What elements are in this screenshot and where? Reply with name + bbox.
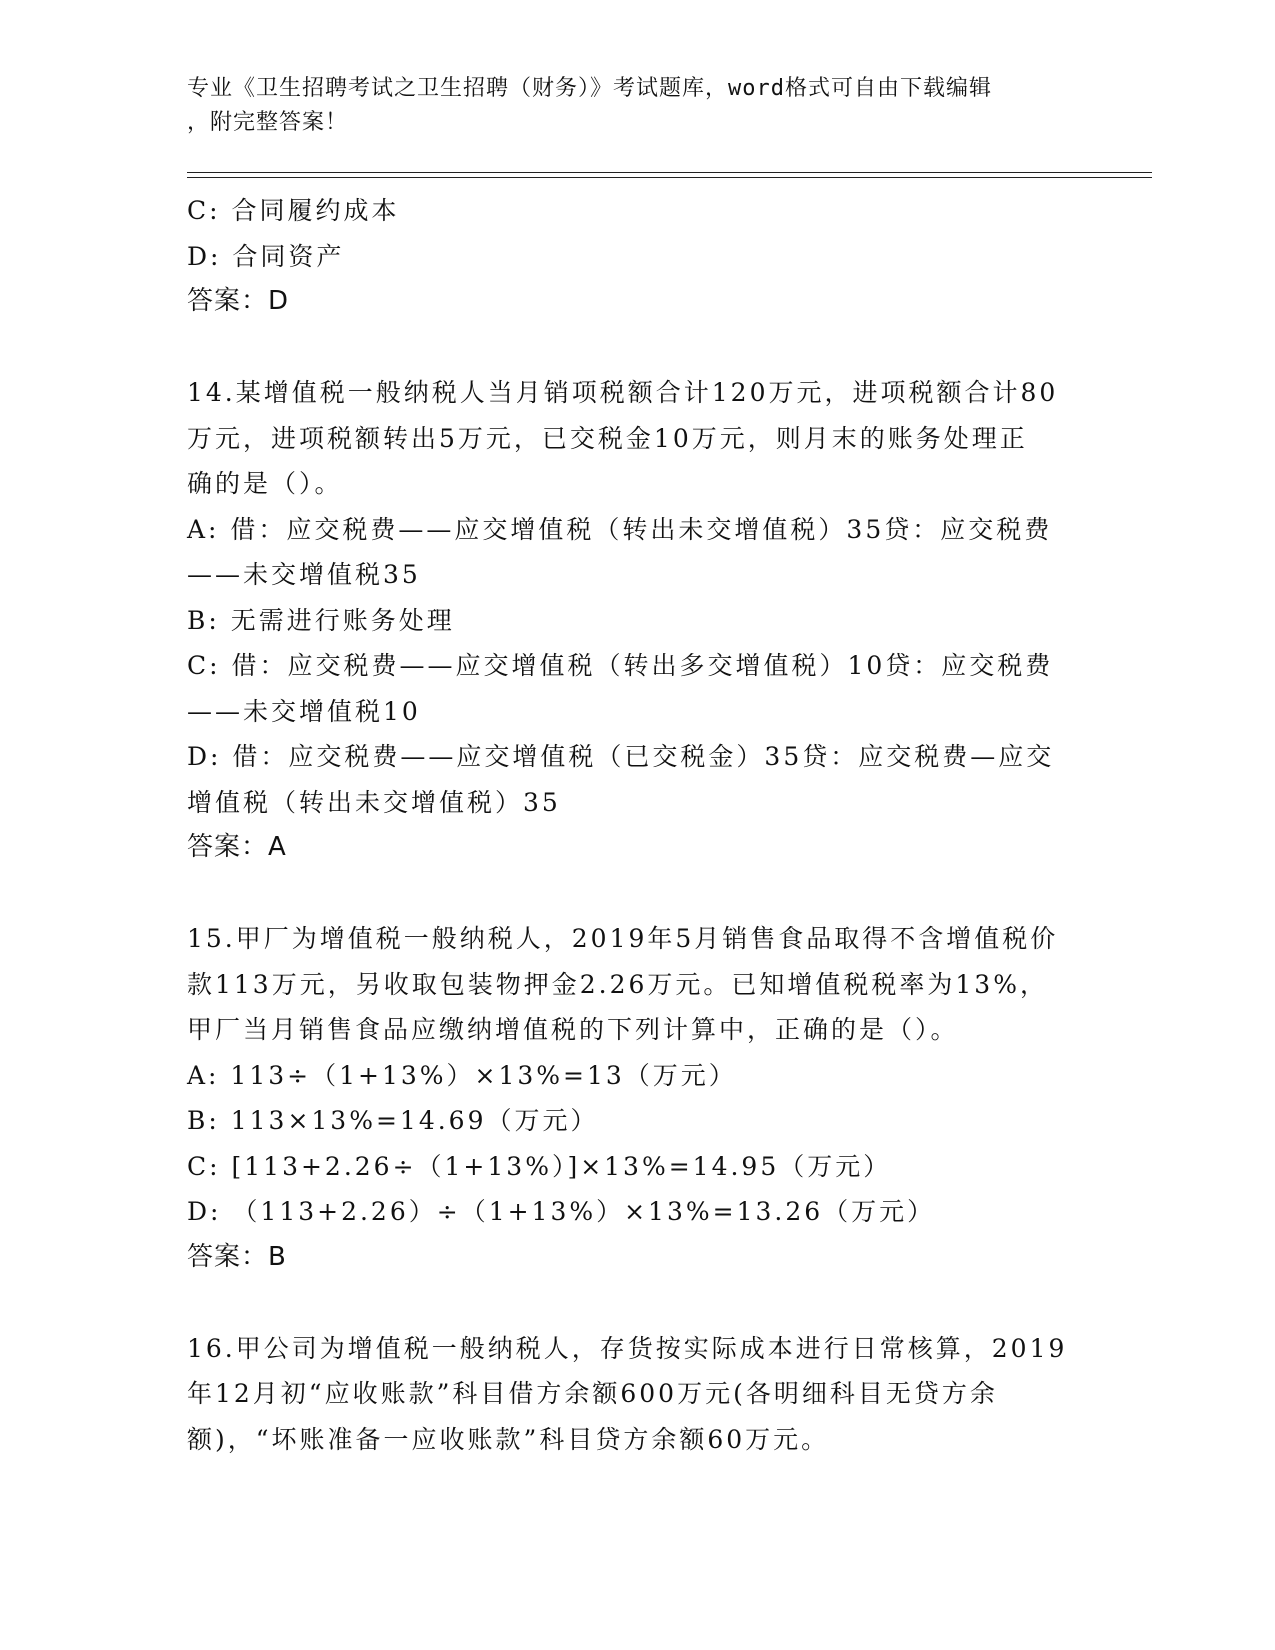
prev-question [187, 188, 1087, 325]
question-16 [187, 1326, 1087, 1463]
option-c: C: [113+2.26÷（1+13%）]×13%=14.95（万元） [187, 1151, 892, 1181]
option-c-cont: ——未交增值税10 [187, 696, 421, 726]
question-text-line: 款113万元，另收取包装物押金2.26万元。已知增值税税率为13%， [187, 969, 1048, 999]
document-header [187, 72, 1067, 140]
question-text-line: 确的是（）。 [187, 469, 343, 498]
question-text-line: 额)，“坏账准备一应收账款”科目贷方余额60万元。 [187, 1424, 830, 1454]
option-a: A: 借：应交税费——应交增值税（转出未交增值税）35贷：应交税费 [187, 514, 1053, 544]
answer-label: 答案：D [187, 286, 290, 316]
header-line-1: 专业《卫生招聘考试之卫生招聘（财务）》考试题库，word格式可自由下载编辑 [187, 76, 992, 101]
question-text-line: 万元，进项税额转出5万元，已交税金10万元，则月末的账务处理正 [187, 423, 1028, 453]
question-text-line: 甲厂当月销售食品应缴纳增值税的下列计算中，正确的是（）。 [187, 1015, 959, 1044]
answer-label: 答案：B [187, 1241, 287, 1272]
option-b: B: 113×13%=14.69（万元） [187, 1106, 599, 1135]
option-d: D: 合同资产 [187, 241, 345, 271]
header-rule-top [187, 172, 1152, 173]
option-b: B: 无需进行账务处理 [187, 605, 455, 635]
option-c: C: 借：应交税费——应交增值税（转出多交增值税）10贷：应交税费 [187, 651, 1054, 680]
header-rule-bottom [187, 177, 1152, 178]
answer-label: 答案：A [187, 832, 287, 862]
question-15 [187, 916, 1087, 1280]
question-14 [187, 370, 1087, 871]
question-text-line: 15.甲厂为增值税一般纳税人，2019年5月销售食品取得不含增值税价 [187, 924, 1059, 953]
option-a: A: 113÷（1+13%）×13%=13（万元） [187, 1060, 737, 1090]
question-text-line: 年12月初“应收账款”科目借方余额600万元(各明细科目无贷方余 [187, 1379, 998, 1408]
option-d: D: 借：应交税费——应交增值税（已交税金）35贷：应交税费—应交 [187, 742, 1055, 771]
option-c: C: 合同履约成本 [187, 196, 400, 225]
option-d-cont: 增值税（转出未交增值税）35 [187, 787, 561, 817]
header-line-2: ，附完整答案！ [187, 110, 349, 135]
question-text-line: 14.某增值税一般纳税人当月销项税额合计120万元，进项税额合计80 [187, 378, 1059, 407]
question-content [187, 188, 1087, 1462]
option-a-cont: ——未交增值税35 [187, 560, 421, 589]
option-d: D: （113+2.26）÷（1+13%）×13%=13.26（万元） [187, 1197, 936, 1226]
question-text-line: 16.甲公司为增值税一般纳税人，存货按实际成本进行日常核算，2019 [187, 1333, 1068, 1363]
